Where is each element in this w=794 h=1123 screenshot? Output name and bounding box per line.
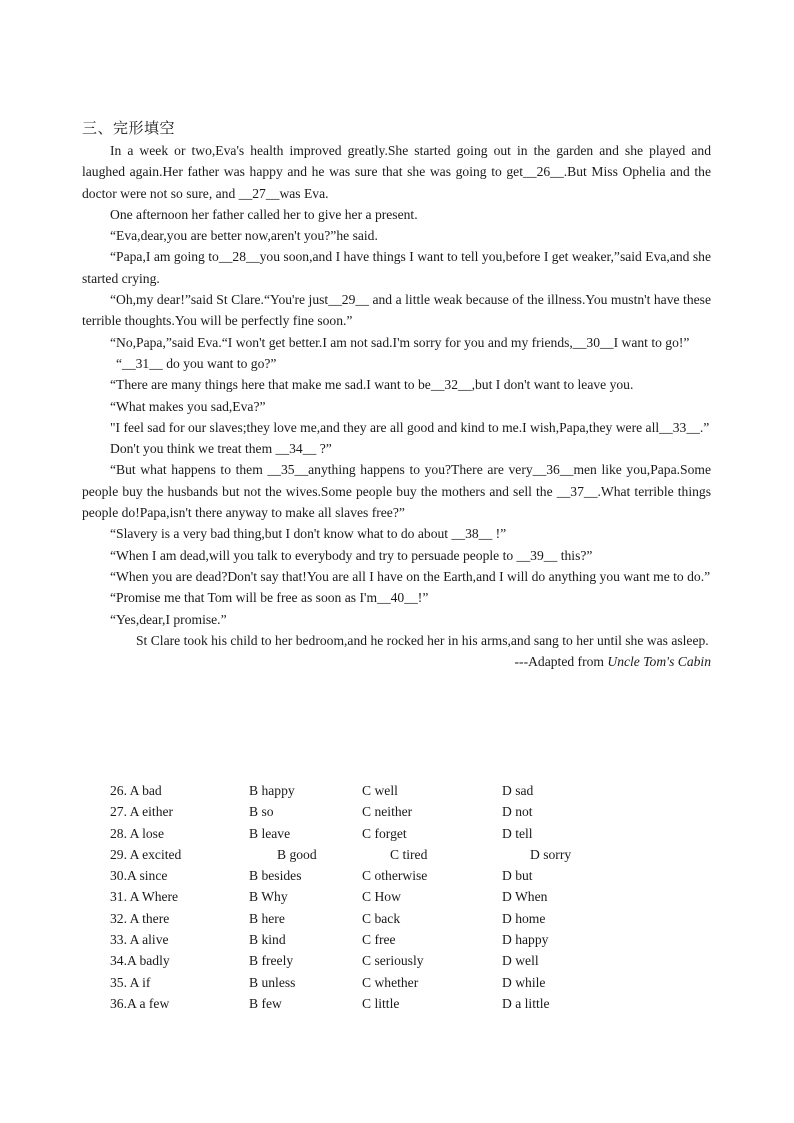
- option-b: B kind: [249, 932, 286, 948]
- paragraph: In a week or two,Eva's health improved greatly.She started going out in the garden and she played and laughed again.Her father was happy and he was sure that she was going to get__26__.But Miss Ophelia and the doctor were not so sure, and __27__was Eva.: [82, 143, 711, 201]
- option-d: D sad: [502, 783, 534, 798]
- option-b: B few: [249, 995, 282, 1011]
- option-c: C well: [362, 783, 398, 798]
- option-d: D tell: [502, 825, 533, 841]
- option-a: 29. A excited: [110, 846, 182, 862]
- option-d: D happy: [502, 932, 549, 948]
- option-c: C little: [362, 995, 400, 1011]
- option-c: C How: [362, 889, 401, 905]
- cloze-passage: [82, 140, 711, 672]
- paragraph: Don't you think we treat them __34__ ?”: [110, 441, 332, 457]
- source-citation: [82, 651, 711, 672]
- option-c: C neither: [362, 804, 413, 820]
- paragraph: “When I am dead,will you talk to everybody and try to persuade people to __39__ this?”: [110, 547, 593, 563]
- paragraph: “Oh,my dear!”said St Clare.“You're just__29__ and a little weak because of the illness.You mustn't have these terrible thoughts.You will be perfectly fine soon.”: [82, 292, 711, 329]
- option-d: D but: [502, 868, 533, 884]
- option-a: 31. A Where: [110, 889, 179, 905]
- source-prefix: ---Adapted from: [514, 654, 608, 670]
- option-b: B good: [277, 846, 317, 862]
- paragraph: “What makes you sad,Eva?”: [110, 398, 266, 414]
- paragraph: One afternoon her father called her to give her a present.: [110, 206, 418, 222]
- option-a: 36.A a few: [110, 995, 170, 1011]
- option-d: D a little: [502, 995, 550, 1011]
- option-a: 30.A since: [110, 868, 168, 884]
- option-d: D well: [502, 953, 539, 969]
- paragraph: “__31__ do you want to go?”: [116, 355, 277, 371]
- option-b: B freely: [249, 953, 294, 969]
- option-a: 27. A either: [110, 804, 174, 820]
- option-a: 32. A there: [110, 910, 170, 926]
- option-b: B happy: [249, 783, 295, 798]
- option-a: 26. A bad: [110, 783, 162, 798]
- option-d: D When: [502, 889, 548, 905]
- option-a: 35. A if: [110, 974, 151, 990]
- paragraph: “Promise me that Tom will be free as soon as I'm__40__!”: [110, 590, 429, 606]
- option-a: 34.A badly: [110, 953, 170, 969]
- option-c: C seriously: [362, 953, 424, 969]
- paragraph: “Eva,dear,you are better now,aren't you?”he said.: [110, 228, 378, 244]
- option-d: D sorry: [530, 846, 572, 862]
- paragraph: “Slavery is a very bad thing,but I don't know what to do about __38__ !”: [110, 526, 507, 542]
- option-b: B here: [249, 910, 285, 926]
- option-c: C back: [362, 910, 401, 926]
- option-d: D home: [502, 910, 546, 926]
- option-c: C forget: [362, 825, 407, 841]
- option-c: C whether: [362, 974, 419, 990]
- option-c: C tired: [390, 846, 428, 862]
- option-b: B so: [249, 804, 274, 820]
- paragraph: “No,Papa,”said Eva.“I won't get better.I am not sad.I'm sorry for you and my friends,__30__I want to go!”: [110, 334, 690, 350]
- option-b: B unless: [249, 974, 296, 990]
- section-title: 三、完形填空: [82, 119, 176, 137]
- option-b: B besides: [249, 868, 302, 884]
- option-b: B Why: [249, 889, 288, 905]
- option-b: B leave: [249, 825, 291, 841]
- paragraph: “There are many things here that make me sad.I want to be__32__,but I don't want to leave you.: [110, 377, 634, 393]
- paragraph: St Clare took his child to her bedroom,and he rocked her in his arms,and sang to her until she was asleep.: [136, 632, 709, 648]
- option-c: C otherwise: [362, 868, 428, 884]
- option-d: D while: [502, 974, 546, 990]
- option-a: 28. A lose: [110, 825, 165, 841]
- paragraph: “Yes,dear,I promise.”: [110, 611, 227, 627]
- paragraph: “Papa,I am going to__28__you soon,and I have things I want to tell you,before I get weaker,”said Eva,and she started crying.: [82, 249, 711, 286]
- paragraph: "I feel sad for our slaves;they love me,and they are all good and kind to me.I wish,Papa,they were all__33__.”: [110, 419, 710, 435]
- source-book-title: Uncle Tom's Cabin: [607, 654, 711, 670]
- paragraph: “But what happens to them __35__anything happens to you?There are very__36__men like you,Papa.Some people buy the husbands but not the wives.Some people buy the mothers and sell the __37__.What terrible things people do!Papa,isn't there anyway to make all slaves free?”: [82, 462, 711, 521]
- option-c: C free: [362, 932, 396, 948]
- option-d: D not: [502, 804, 533, 820]
- paragraph: “When you are dead?Don't say that!You are all I have on the Earth,and I will do anything you want me to do.”: [110, 568, 711, 584]
- option-a: 33. A alive: [110, 932, 169, 948]
